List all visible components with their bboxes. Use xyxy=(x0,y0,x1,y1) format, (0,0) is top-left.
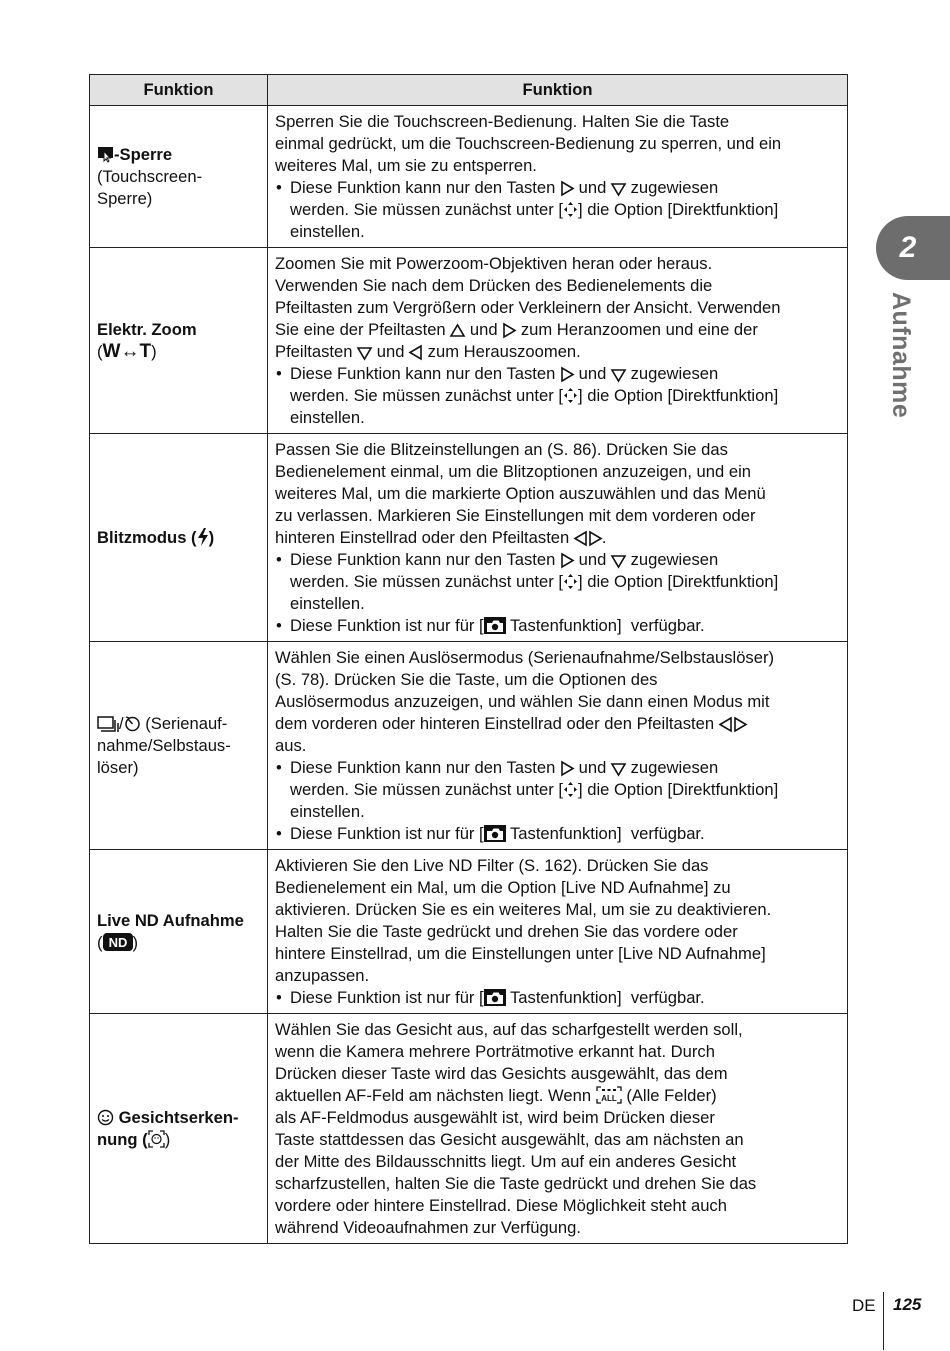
touch-lock-icon xyxy=(97,146,114,163)
function-description: Wählen Sie das Gesicht aus, auf das scharfgestellt werden soll, wenn die Kamera mehrere Porträtmotive erkannt hat. Durch Drücken dieser Taste wird das Gesichts ausgewählt, das dem aktuellen AF-Feld am nächsten liegt. Wenn ALL (Alle Felder) als AF-Feldmodus ausgewählt ist, wird beim Drücken dieser Taste stattdessen das Gesicht ausgewählt, das am nächsten an der Mitte des Bildausschnitts liegt. Um auf ein anderes Gesicht scharfzustellen, halten Sie die Taste gedrückt und drehen Sie das vordere oder hintere Einstellrad. Diese Möglichkeit steht auch während Videoaufnahmen zur Verfügung. xyxy=(268,1014,848,1244)
arrow-up-icon xyxy=(450,324,465,338)
arrow-right-icon xyxy=(733,717,747,732)
function-description: Wählen Sie einen Auslösermodus (Serienaufnahme/Selbstauslöser) (S. 78). Drücken Sie die Taste, um die Optionen des Auslösermodus anzuzeigen, und wählen Sie dann einen Modus mit dem vorderen oder hinteren Einstellrad oder den Pfeiltasten aus. • Diese Funktion kann nur den Tasten und zugewiesen werden. Sie müssen zunächst unter [ ] die Option [Direktfunktion] einstellen. • Diese Funktion ist nur für [ Tastenfunktion] verfügbar. xyxy=(268,642,848,850)
arrow-down-icon xyxy=(611,554,626,568)
header-funktion-1: Funktion xyxy=(90,75,268,106)
face-detect-icon xyxy=(148,1130,165,1148)
flash-icon xyxy=(197,528,209,546)
footer-language: DE xyxy=(852,1296,876,1315)
arrow-left-icon xyxy=(409,345,423,360)
live-nd-icon xyxy=(103,933,133,951)
af-all-icon xyxy=(596,1086,622,1104)
page-number: 125 xyxy=(893,1295,922,1314)
camera-icon xyxy=(484,989,506,1006)
function-name-serienaufnahme: / (Serienauf- nahme/Selbstaus- löser) xyxy=(90,642,268,850)
arrow-right-icon xyxy=(502,323,516,338)
arrow-right-icon xyxy=(560,553,574,568)
bullet-item: • Diese Funktion ist nur für [ Tastenfunktion] verfügbar. xyxy=(275,615,841,637)
arrow-right-icon xyxy=(560,367,574,382)
bullet-item: • Diese Funktion kann nur den Tasten und zugewiesen werden. Sie müssen zunächst unter [ ] die Option [Direktfunktion] einstellen. xyxy=(275,363,841,429)
self-timer-icon xyxy=(124,715,141,732)
table-row xyxy=(90,1014,848,1244)
bullet-item: • Diese Funktion kann nur den Tasten und zugewiesen werden. Sie müssen zunächst unter [ ] die Option [Direktfunktion] einstellen. xyxy=(275,549,841,615)
arrow-down-icon xyxy=(357,346,372,360)
bullet-item: • Diese Funktion kann nur den Tasten und zugewiesen werden. Sie müssen zunächst unter [ ] die Option [Direktfunktion] einstellen. xyxy=(275,177,841,243)
bullet-item: • Diese Funktion ist nur für [ Tastenfunktion] verfügbar. xyxy=(275,987,841,1009)
chapter-label: Aufnahme xyxy=(887,292,915,419)
arrow-left-icon xyxy=(574,531,588,546)
camera-icon xyxy=(484,825,506,842)
sequential-icon xyxy=(97,715,119,732)
direct-function-icon xyxy=(563,201,578,218)
arrow-right-icon xyxy=(588,531,602,546)
function-name-elektr-zoom: Elektr. Zoom (W↔T) xyxy=(90,248,268,434)
function-description: Aktivieren Sie den Live ND Filter (S. 162). Drücken Sie das Bedienelement ein Mal, um die Option [Live ND Aufnahme] zu aktivieren. Drücken Sie es ein weiteres Mal, um sie zu deaktivieren. Halten Sie die Taste gedrückt und drehen Sie das vordere oder hintere Einstellrad, um die Einstellungen unter [Live ND Aufnahme] anzupassen. • Diese Funktion ist nur für [ Tastenfunktion] verfügbar. xyxy=(268,850,848,1014)
arrow-right-icon xyxy=(560,761,574,776)
arrow-right-icon xyxy=(560,181,574,196)
arrow-down-icon xyxy=(611,762,626,776)
function-description: Passen Sie die Blitzeinstellungen an (S. 86). Drücken Sie das Bedienelement einmal, um die Blitzoptionen anzuzeigen, und ein weiteres Mal, um die markierte Option auszuwählen und das Menü zu verlassen. Markieren Sie Einstellungen mit dem vorderen oder hinteren Einstellrad oder den Pfeiltasten . • Diese Funktion kann nur den Tasten und zugewiesen werden. Sie müssen zunächst unter [ ] die Option [Direktfunktion] einstellen. • Diese Funktion ist nur für [ Tastenfunktion] verfügbar. xyxy=(268,434,848,642)
svg-text:ND: ND xyxy=(108,934,127,950)
chapter-number: 2 xyxy=(899,231,917,264)
direct-function-icon xyxy=(563,573,578,590)
bullet-item: • Diese Funktion ist nur für [ Tastenfunktion] verfügbar. xyxy=(275,823,841,845)
function-description: Sperren Sie die Touchscreen-Bedienung. Halten Sie die Taste einmal gedrückt, um die Touchscreen-Bedienung zu sperren, und ein weiteres Mal, um sie zu entsperren. • Diese Funktion kann nur den Tasten und zugewiesen werden. Sie müssen zunächst unter [ ] die Option [Direktfunktion] einstellen. xyxy=(268,106,848,248)
function-name-gesichtserkennung: Gesichtserken- nung ( ) xyxy=(90,1014,268,1244)
camera-icon xyxy=(484,617,506,634)
function-name-live-nd: Live ND Aufnahme ( ND ) xyxy=(90,850,268,1014)
header-funktion-2: Funktion xyxy=(268,75,848,106)
arrow-down-icon xyxy=(611,368,626,382)
table-header-row xyxy=(90,75,848,106)
arrow-down-icon xyxy=(611,182,626,196)
function-description: Zoomen Sie mit Powerzoom-Objektiven heran oder heraus. Verwenden Sie nach dem Drücken des Bedienelements die Pfeiltasten zum Vergrößern oder Verkleinern der Ansicht. Verwenden Sie eine der Pfeiltasten und zum Heranzoomen und eine der Pfeiltasten und zum Herauszoomen. • Diese Funktion kann nur den Tasten und zugewiesen werden. Sie müssen zunächst unter [ ] die Option [Direktfunktion] einstellen. xyxy=(268,248,848,434)
function-name-blitzmodus: Blitzmodus ( ) xyxy=(90,434,268,642)
svg-text:ALL: ALL xyxy=(600,1094,617,1103)
chapter-tab xyxy=(876,216,950,280)
table-row xyxy=(90,642,848,850)
function-table xyxy=(89,74,848,1244)
table-row xyxy=(90,106,848,248)
function-name-touch-lock: -Sperre (Touchscreen- Sperre) xyxy=(90,106,268,248)
footer-divider xyxy=(883,1292,884,1350)
table-row xyxy=(90,850,848,1014)
table-row xyxy=(90,434,848,642)
direct-function-icon xyxy=(563,781,578,798)
bullet-item: • Diese Funktion kann nur den Tasten und zugewiesen werden. Sie müssen zunächst unter [ ] die Option [Direktfunktion] einstellen. xyxy=(275,757,841,823)
table-row xyxy=(90,248,848,434)
arrow-left-icon xyxy=(719,717,733,732)
face-icon xyxy=(97,1109,114,1126)
direct-function-icon xyxy=(563,387,578,404)
